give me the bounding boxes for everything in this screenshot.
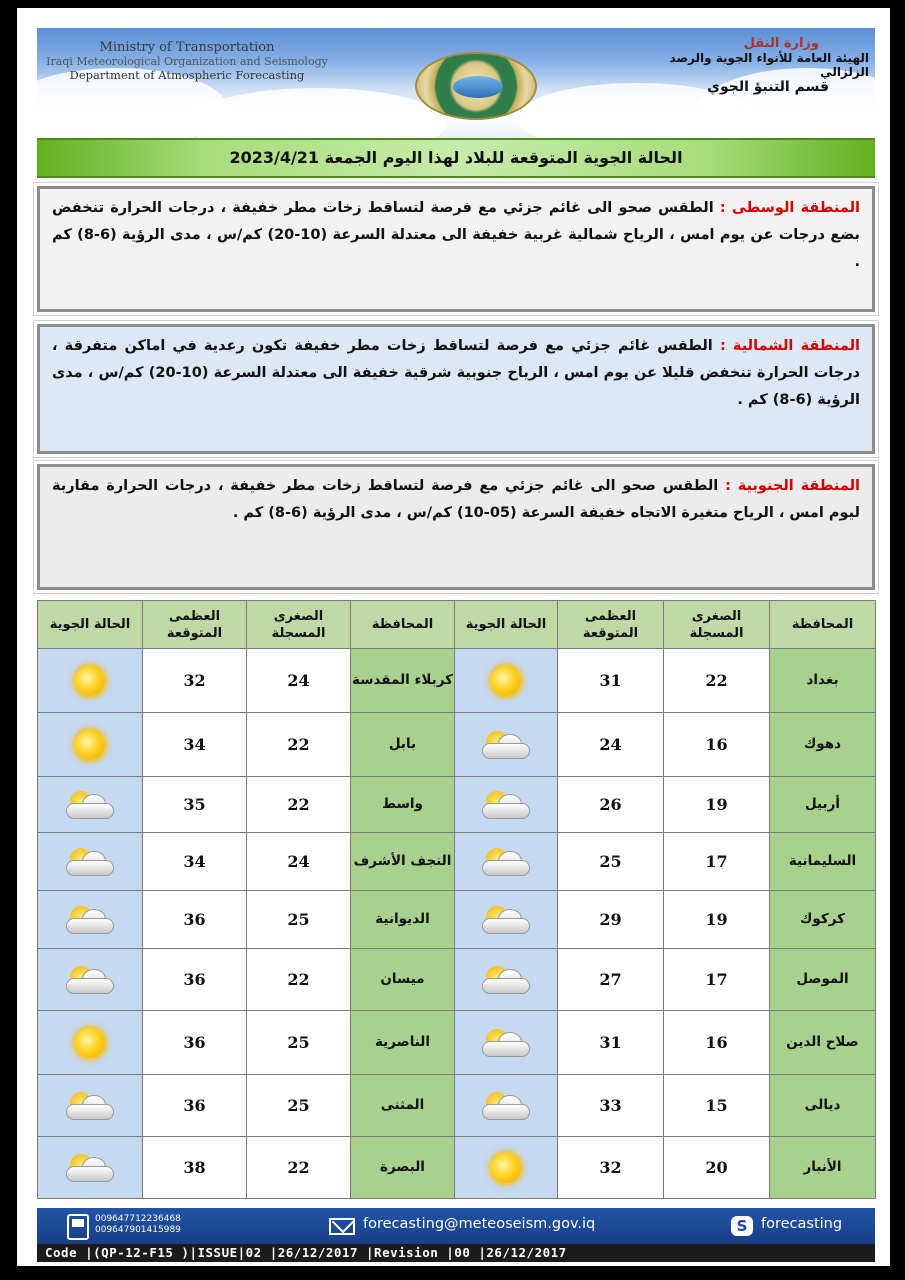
sun-icon <box>75 730 105 760</box>
region-text: الطقس غائم جزئي مع فرصة لتساقط زخات مطر خفيفة تكون رعدية في اماكن متفرقة ، درجات الحرارة تنخفض قليلا عن يوم امس ، الرياح جنوبية شرقية خفيفة الى معتدلة السرعة (10-20) كم/س ، مدى الرؤية (6-8) كم . <box>52 338 861 408</box>
governorate-cell: دهوك <box>770 713 876 777</box>
weather-cell <box>38 777 143 833</box>
partly-cloudy-icon <box>62 1152 118 1184</box>
max-temp-cell: 32 <box>143 649 247 713</box>
ministry-en: Ministry of Transportation <box>99 40 275 55</box>
table-row <box>38 649 876 713</box>
min-temp-cell: 15 <box>664 1075 770 1137</box>
partly-cloudy-icon <box>62 789 118 821</box>
partly-cloudy-icon <box>478 1027 534 1059</box>
governorate-cell: بغداد <box>770 649 876 713</box>
email-link[interactable]: forecasting@meteoseism.gov.iq <box>363 1216 596 1232</box>
governorate-cell: المثنى <box>351 1075 455 1137</box>
partly-cloudy-icon <box>62 904 118 936</box>
sun-icon <box>491 1153 521 1183</box>
max-temp-cell: 36 <box>143 1075 247 1137</box>
email-icon <box>329 1218 355 1235</box>
weather-cell <box>38 891 143 949</box>
weather-cell <box>455 1137 558 1199</box>
table-row <box>38 1011 876 1075</box>
table-row <box>38 713 876 777</box>
weather-cell <box>455 833 558 891</box>
region-name: المنطقة الجنوبية : <box>725 478 860 494</box>
header-weather: الحالة الجوية <box>38 601 143 649</box>
max-temp-cell: 26 <box>558 777 664 833</box>
min-temp-cell: 22 <box>247 949 351 1011</box>
skype-handle[interactable]: forecasting <box>761 1216 843 1232</box>
table-row <box>38 1075 876 1137</box>
max-temp-cell: 35 <box>143 777 247 833</box>
table-row <box>38 1137 876 1199</box>
organization-ar: الهيئة العامة للأنواء الجوية والرصد الزلزالي <box>669 51 869 79</box>
max-temp-cell: 31 <box>558 1011 664 1075</box>
ministry-ar: وزارة النقل <box>743 36 819 51</box>
phone-numbers <box>95 1214 181 1236</box>
max-temp-cell: 27 <box>558 949 664 1011</box>
sun-icon <box>75 666 105 696</box>
governorate-cell: النجف الأشرف <box>351 833 455 891</box>
governorate-cell: صلاح الدين <box>770 1011 876 1075</box>
weather-cell <box>455 1075 558 1137</box>
forecast-table <box>37 600 876 1199</box>
header-min-temp: الصغرى المسجلة <box>664 601 770 649</box>
sun-icon <box>75 1028 105 1058</box>
max-temp-cell: 33 <box>558 1075 664 1137</box>
header-max-temp: العظمى المتوقعة <box>558 601 664 649</box>
bulletin-title: الحالة الجوية المتوقعة للبلاد لهذا اليوم الجمعة 2023/4/21 <box>37 138 875 178</box>
max-temp-cell: 36 <box>143 891 247 949</box>
weather-cell <box>38 649 143 713</box>
governorate-cell: كركوك <box>770 891 876 949</box>
max-temp-cell: 36 <box>143 949 247 1011</box>
min-temp-cell: 25 <box>247 891 351 949</box>
region-north <box>37 324 875 454</box>
min-temp-cell: 20 <box>664 1137 770 1199</box>
min-temp-cell: 22 <box>247 713 351 777</box>
min-temp-cell: 25 <box>247 1011 351 1075</box>
weather-cell <box>38 713 143 777</box>
phone-icon <box>67 1214 89 1240</box>
region-south <box>37 464 875 590</box>
organization-logo <box>415 52 537 120</box>
min-temp-cell: 24 <box>247 833 351 891</box>
governorate-cell: كربلاء المقدسة <box>351 649 455 713</box>
sun-icon <box>491 666 521 696</box>
max-temp-cell: 36 <box>143 1011 247 1075</box>
organization-en: Iraqi Meteorological Organization and Seismology <box>46 55 328 68</box>
partly-cloudy-icon <box>62 964 118 996</box>
table-row <box>38 891 876 949</box>
region-central <box>37 186 875 312</box>
weather-cell <box>38 1137 143 1199</box>
min-temp-cell: 22 <box>664 649 770 713</box>
governorate-cell: واسط <box>351 777 455 833</box>
governorate-cell: أربيل <box>770 777 876 833</box>
phone-number: 009647901415989 <box>95 1225 181 1235</box>
max-temp-cell: 38 <box>143 1137 247 1199</box>
governorate-cell: الأنبار <box>770 1137 876 1199</box>
weather-cell <box>455 713 558 777</box>
max-temp-cell: 29 <box>558 891 664 949</box>
min-temp-cell: 25 <box>247 1075 351 1137</box>
header-min-temp: الصغرى المسجلة <box>247 601 351 649</box>
header-max-temp: العظمى المتوقعة <box>143 601 247 649</box>
skype-icon: S <box>731 1216 753 1236</box>
partly-cloudy-icon <box>478 789 534 821</box>
governorate-cell: الناصرية <box>351 1011 455 1075</box>
partly-cloudy-icon <box>478 729 534 761</box>
weather-cell <box>38 949 143 1011</box>
min-temp-cell: 17 <box>664 949 770 1011</box>
weather-cell <box>455 1011 558 1075</box>
phone-number: 009647712236468 <box>95 1214 181 1224</box>
min-temp-cell: 19 <box>664 777 770 833</box>
max-temp-cell: 24 <box>558 713 664 777</box>
weather-cell <box>38 1075 143 1137</box>
governorate-cell: بابل <box>351 713 455 777</box>
partly-cloudy-icon <box>62 846 118 878</box>
document-code-bar: Code |(QP-12-F15 )|ISSUE|02 |26/12/2017 |Revision |00 |26/12/2017 <box>37 1244 875 1262</box>
partly-cloudy-icon <box>62 1090 118 1122</box>
region-text: الطقس صحو الى غائم جزئي مع فرصة لتساقط زخات مطر خفيفة ، درجات الحرارة تنخفض بضع درجات عن يوم امس ، الرياح شمالية غربية خفيفة الى معتدلة السرعة (10-20) كم/س ، مدى الرؤية (6-8) كم . <box>52 200 860 270</box>
governorate-cell: الديوانية <box>351 891 455 949</box>
governorate-cell: الموصل <box>770 949 876 1011</box>
max-temp-cell: 25 <box>558 833 664 891</box>
min-temp-cell: 19 <box>664 891 770 949</box>
partly-cloudy-icon <box>478 964 534 996</box>
weather-cell <box>455 949 558 1011</box>
weather-cell <box>38 1011 143 1075</box>
table-row <box>38 833 876 891</box>
min-temp-cell: 17 <box>664 833 770 891</box>
weather-cell <box>455 777 558 833</box>
contact-footer <box>37 1208 875 1244</box>
governorate-cell: ميسان <box>351 949 455 1011</box>
min-temp-cell: 22 <box>247 1137 351 1199</box>
min-temp-cell: 24 <box>247 649 351 713</box>
max-temp-cell: 32 <box>558 1137 664 1199</box>
min-temp-cell: 16 <box>664 713 770 777</box>
table-header-row <box>38 601 876 649</box>
max-temp-cell: 31 <box>558 649 664 713</box>
department-en: Department of Atmospheric Forecasting <box>69 68 305 82</box>
governorate-cell: البصرة <box>351 1137 455 1199</box>
partly-cloudy-icon <box>478 846 534 878</box>
header-governorate: المحافظة <box>351 601 455 649</box>
arabic-header <box>619 36 869 95</box>
english-header <box>37 40 337 82</box>
department-ar: قسم التنبؤ الجوي <box>707 79 829 95</box>
partly-cloudy-icon <box>478 1090 534 1122</box>
min-temp-cell: 16 <box>664 1011 770 1075</box>
min-temp-cell: 22 <box>247 777 351 833</box>
region-name: المنطقة الوسطى : <box>719 200 860 216</box>
weather-cell <box>455 649 558 713</box>
region-text: الطقس صحو الى غائم جزئي مع فرصة لتساقط زخات مطر خفيفة ، درجات الحرارة مقاربة ليوم امس ، الرياح متغيرة الاتجاه خفيفة السرعة (05-10) كم/س ، مدى الرؤية (6-8) كم . <box>52 478 860 521</box>
table-row <box>38 949 876 1011</box>
table-row <box>38 777 876 833</box>
governorate-cell: السليمانية <box>770 833 876 891</box>
bulletin-page <box>17 8 890 1266</box>
header-banner <box>37 28 875 140</box>
header-governorate: المحافظة <box>770 601 876 649</box>
max-temp-cell: 34 <box>143 833 247 891</box>
partly-cloudy-icon <box>478 904 534 936</box>
weather-cell <box>455 891 558 949</box>
header-weather: الحالة الجوية <box>455 601 558 649</box>
weather-cell <box>38 833 143 891</box>
governorate-cell: ديالى <box>770 1075 876 1137</box>
region-name: المنطقة الشمالية : <box>719 338 860 354</box>
max-temp-cell: 34 <box>143 713 247 777</box>
